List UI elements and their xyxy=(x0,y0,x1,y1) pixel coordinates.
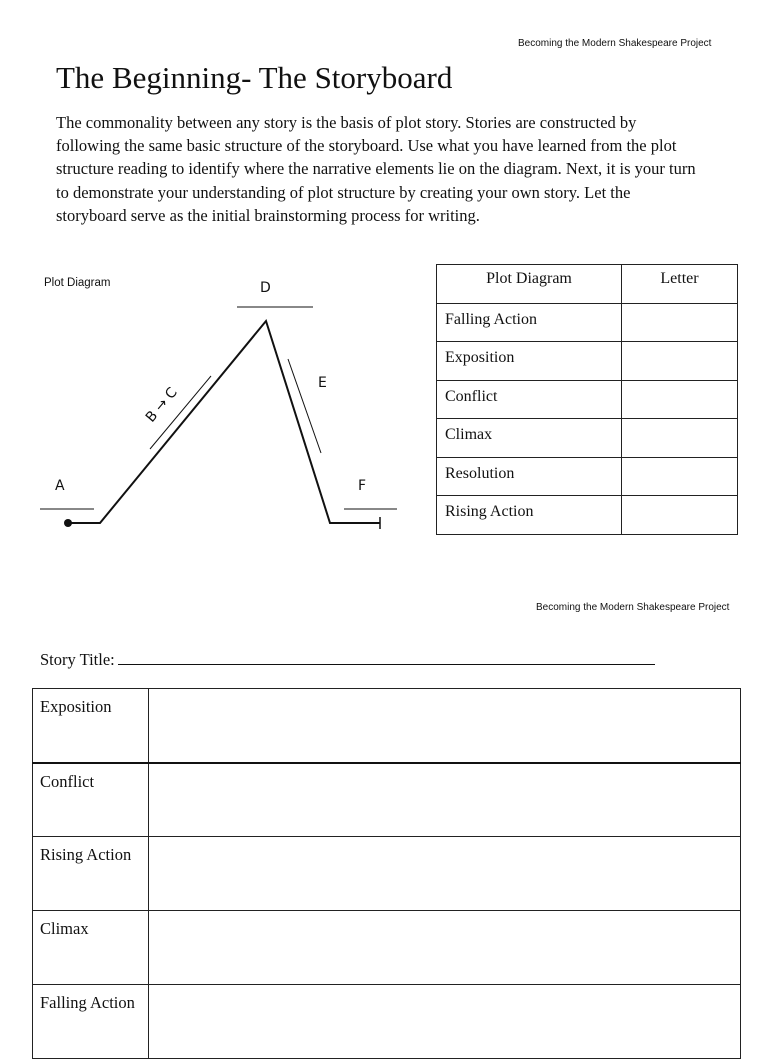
story-title-blank-line[interactable] xyxy=(118,650,655,665)
plot-element-cell: Resolution xyxy=(437,457,622,496)
storyboard-writing-cell[interactable] xyxy=(149,763,741,837)
plot-diagram-label: Plot Diagram xyxy=(44,277,111,289)
letter-answer-cell[interactable] xyxy=(622,496,738,535)
plot-diagram xyxy=(30,270,410,540)
letter-answer-cell[interactable] xyxy=(622,342,738,381)
point-label-d: D xyxy=(260,280,271,296)
table-row xyxy=(33,837,741,911)
plot-element-cell: Rising Action xyxy=(437,496,622,535)
table-row xyxy=(437,419,738,458)
plot-element-cell: Exposition xyxy=(437,342,622,381)
project-header-note: Becoming the Modern Shakespeare Project xyxy=(518,38,712,49)
plot-element-cell: Conflict xyxy=(437,380,622,419)
plot-key-table xyxy=(436,264,738,535)
table-row xyxy=(33,689,741,763)
letter-answer-cell[interactable] xyxy=(622,303,738,342)
storyboard-writing-cell[interactable] xyxy=(149,689,741,763)
intro-paragraph: The commonality between any story is the basis of plot story. Stories are constructed by following the same basic structure of the storyboard. Use what you have learned from the plot structure reading to identify where the narrative elements lie on the diagram. Next, it is your turn to demonstrate your understanding of plot structure by creating your own story. Let the storyboard serve as the initial brainstorming process for writing. xyxy=(56,113,696,225)
table-header-row xyxy=(437,265,738,304)
point-label-f: F xyxy=(358,478,367,494)
storyboard-writing-cell[interactable] xyxy=(149,911,741,985)
plot-element-cell: Falling Action xyxy=(437,303,622,342)
letter-answer-cell[interactable] xyxy=(622,457,738,496)
table-row xyxy=(437,380,738,419)
point-label-e: E xyxy=(318,375,327,391)
storyboard-writing-cell[interactable] xyxy=(149,837,741,911)
table-row xyxy=(437,303,738,342)
plot-start-dot xyxy=(64,519,72,527)
table-row xyxy=(437,457,738,496)
storyboard-row-label: Exposition xyxy=(33,689,149,763)
table-row xyxy=(33,763,741,837)
letter-answer-cell[interactable] xyxy=(622,419,738,458)
letter-answer-cell[interactable] xyxy=(622,380,738,419)
storyboard-row-label: Conflict xyxy=(33,763,149,837)
table-row xyxy=(437,496,738,535)
table-row xyxy=(33,911,741,985)
table-row xyxy=(33,985,741,1059)
plot-element-cell: Climax xyxy=(437,419,622,458)
storyboard-writing-cell[interactable] xyxy=(149,985,741,1059)
page-title: The Beginning- The Storyboard xyxy=(56,60,453,95)
table-row xyxy=(437,342,738,381)
column-header-plot-diagram: Plot Diagram xyxy=(437,265,622,304)
point-label-a: A xyxy=(55,478,65,494)
story-title-label: Story Title: xyxy=(40,650,115,669)
storyboard-row-label: Climax xyxy=(33,911,149,985)
story-title-field xyxy=(40,650,655,670)
storyboard-table xyxy=(32,688,741,1059)
column-header-letter: Letter xyxy=(622,265,738,304)
point-label-bc: B → C xyxy=(142,384,181,426)
plot-line xyxy=(68,321,380,523)
storyboard-row-label: Rising Action xyxy=(33,837,149,911)
project-header-note-page2: Becoming the Modern Shakespeare Project xyxy=(536,602,730,613)
storyboard-row-label: Falling Action xyxy=(33,985,149,1059)
